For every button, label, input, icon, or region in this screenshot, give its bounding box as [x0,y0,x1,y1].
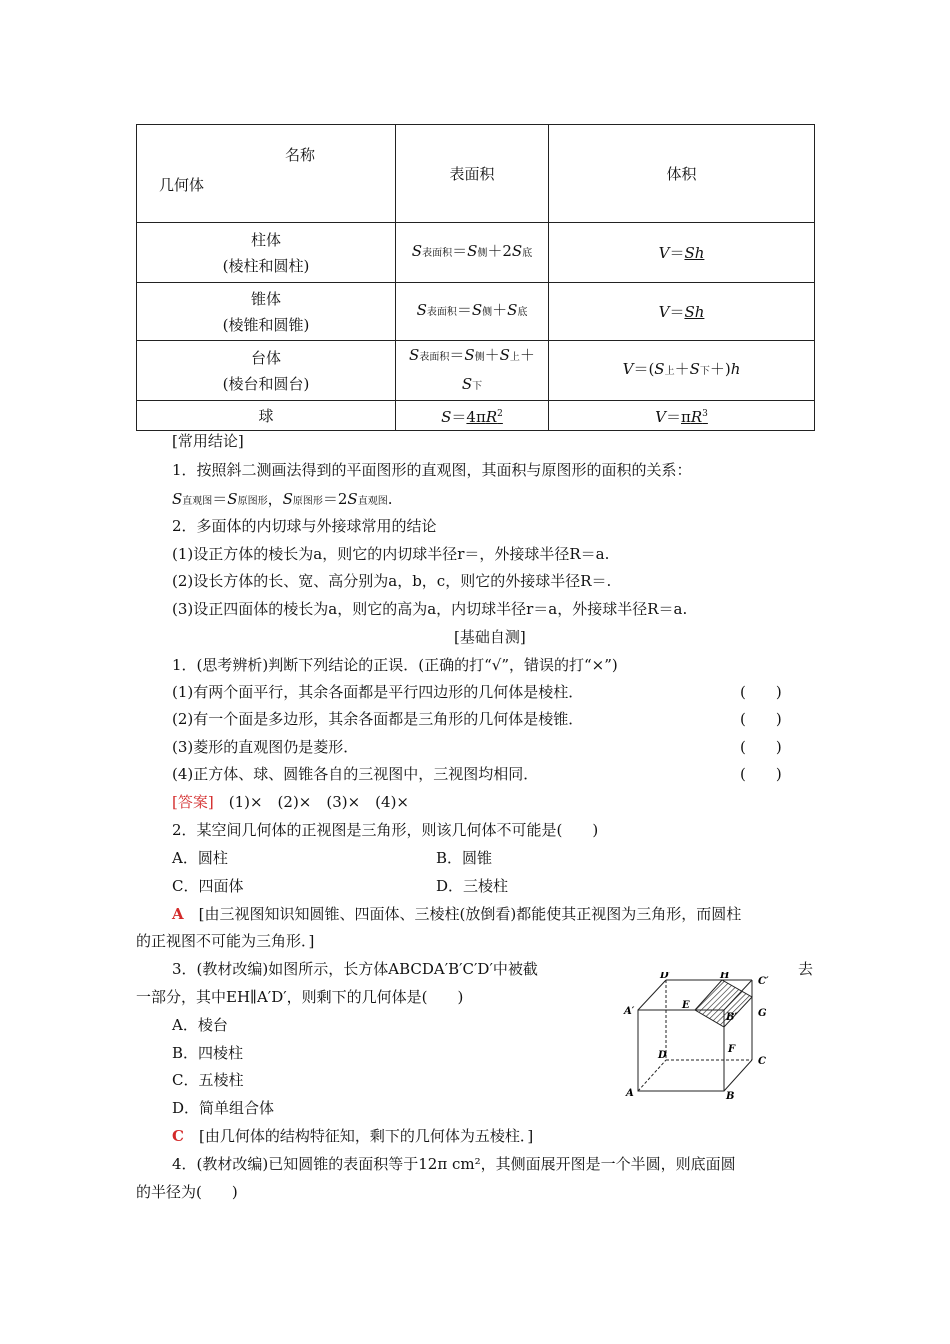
row-pyramid-name: 锥体 (棱锥和圆锥) [137,283,396,341]
cuboid-figure [620,972,780,1102]
conclusion-2-1: (1)设正方体的棱长为a，则它的内切球半径r＝，外接球半径R＝a. [172,545,610,563]
q1-item-4-blank[interactable]: ( ) [740,765,782,783]
label-h: H [720,972,730,981]
q1-item-2-blank[interactable]: ( ) [740,710,782,728]
row-sphere-surface: $S=4\pi R^2$ [396,401,549,431]
q2-explanation-line1: A [由三视图知识知圆锥、四面体、三棱柱(放倒看)都能使其正视图为三角形，而圆柱 [172,905,742,923]
header-volume: 体积 [549,125,815,223]
q3-option-c[interactable]: C．五棱柱 [172,1071,244,1089]
row-pyramid-volume: V＝Sh [549,283,815,341]
q1-item-2: (2)有一个面是多边形，其余各面都是三角形的几何体是棱锥． [172,710,584,728]
label-g: G [758,1008,767,1019]
header-top-label: 名称 [285,145,316,164]
question-3-line1-end: 去 [798,960,814,978]
conclusion-2-2: (2)设长方体的长、宽、高分别为a，b，c，则它的外接球半径R＝. [172,572,612,590]
label-f: F [728,1044,736,1055]
question-4-line2: 的半径为( ) [136,1183,238,1201]
row-frustum-volume: V＝(S上＋S下＋)h [549,341,815,401]
header-diagonal-cell [137,125,396,223]
question-2: 2．某空间几何体的正视图是三角形，则该几何体不可能是( ) [172,821,599,839]
header-surface: 表面积 [396,125,549,223]
answer-label: [答案] [172,793,214,811]
q2-option-a[interactable]: A．圆柱 [172,849,228,867]
row-frustum-name: 台体 (棱台和圆台) [137,341,396,401]
row-prism-volume: V＝Sh [549,223,815,283]
formula-table [136,124,815,431]
q2-option-b[interactable]: B．圆锥 [436,849,493,867]
label-b: B [726,1091,735,1102]
q1-item-4: (4)正方体、球、圆锥各自的三视图中，三视图均相同． [172,765,539,783]
label-a: A [626,1088,634,1099]
conclusions-title: [常用结论] [172,432,244,450]
q1-item-1-blank[interactable]: ( ) [740,683,782,701]
q1-item-3-blank[interactable]: ( ) [740,738,782,756]
label-d-prime: D′ [660,972,672,981]
conclusion-1: 1．按照斜二测画法得到的平面图形的直观图，其面积与原图形的面积的关系： [172,461,692,479]
row-prism-surface: S表面积＝S侧＋2S底 [396,223,549,283]
q1-item-1: (1)有两个面平行，其余各面都是平行四边形的几何体是棱柱． [172,683,584,701]
question-3-line2: 一部分，其中EH∥A′D′，则剩下的几何体是( ) [136,988,464,1006]
conclusion-2-3: (3)设正四面体的棱长为a，则它的高为a，内切球半径r＝a，外接球半径R＝a. [172,600,688,618]
selftest-title: [基础自测] [454,628,526,646]
conclusion-1-formula: S直观图＝S原图形，S原图形＝2S直观图. [172,490,393,508]
label-e: E [682,1000,690,1011]
row-frustum-surface: S表面积＝S侧＋S上＋ S下 [396,341,549,401]
q1-item-3: (3)菱形的直观图仍是菱形． [172,738,359,756]
label-a-prime: A′ [624,1006,635,1017]
q2-option-d[interactable]: D．三棱柱 [436,877,509,895]
label-b-prime: B′ [726,1012,738,1023]
question-3-line1: 3．(教材改编)如图所示，长方体ABCDA′B′C′D′中被截 [172,960,538,978]
q3-explanation: C [由几何体的结构特征知，剩下的几何体为五棱柱．] [172,1127,534,1145]
row-sphere-volume: $V=\pi R^3$ [549,401,815,431]
header-left-label: 几何体 [159,175,205,194]
question-1: 1．(思考辨析)判断下列结论的正误．(正确的打“√”，错误的打“×”) [172,656,618,674]
conclusion-2: 2．多面体的内切球与外接球常用的结论 [172,517,437,535]
row-pyramid-surface: S表面积＝S侧＋S底 [396,283,549,341]
label-d: D [658,1050,667,1061]
q3-answer-letter: C [172,1127,184,1145]
q3-option-d[interactable]: D．简单组合体 [172,1099,275,1117]
q2-explanation-line2: 的正视图不可能为三角形．] [136,932,315,950]
q3-option-b[interactable]: B．四棱柱 [172,1044,244,1062]
q3-option-a[interactable]: A．棱台 [172,1016,228,1034]
question-4-line1: 4．(教材改编)已知圆锥的表面积等于12π cm²，其侧面展开图是一个半圆，则底面圆 [172,1155,736,1173]
label-c-prime: C′ [758,976,769,987]
row-prism-name: 柱体 (棱柱和圆柱) [137,223,396,283]
q1-answer: [答案] (1)× (2)× (3)× (4)× [172,793,409,811]
q2-answer-letter: A [172,905,184,923]
row-sphere-name: 球 [137,401,396,431]
label-c: C [758,1056,766,1067]
q2-option-c[interactable]: C．四面体 [172,877,244,895]
